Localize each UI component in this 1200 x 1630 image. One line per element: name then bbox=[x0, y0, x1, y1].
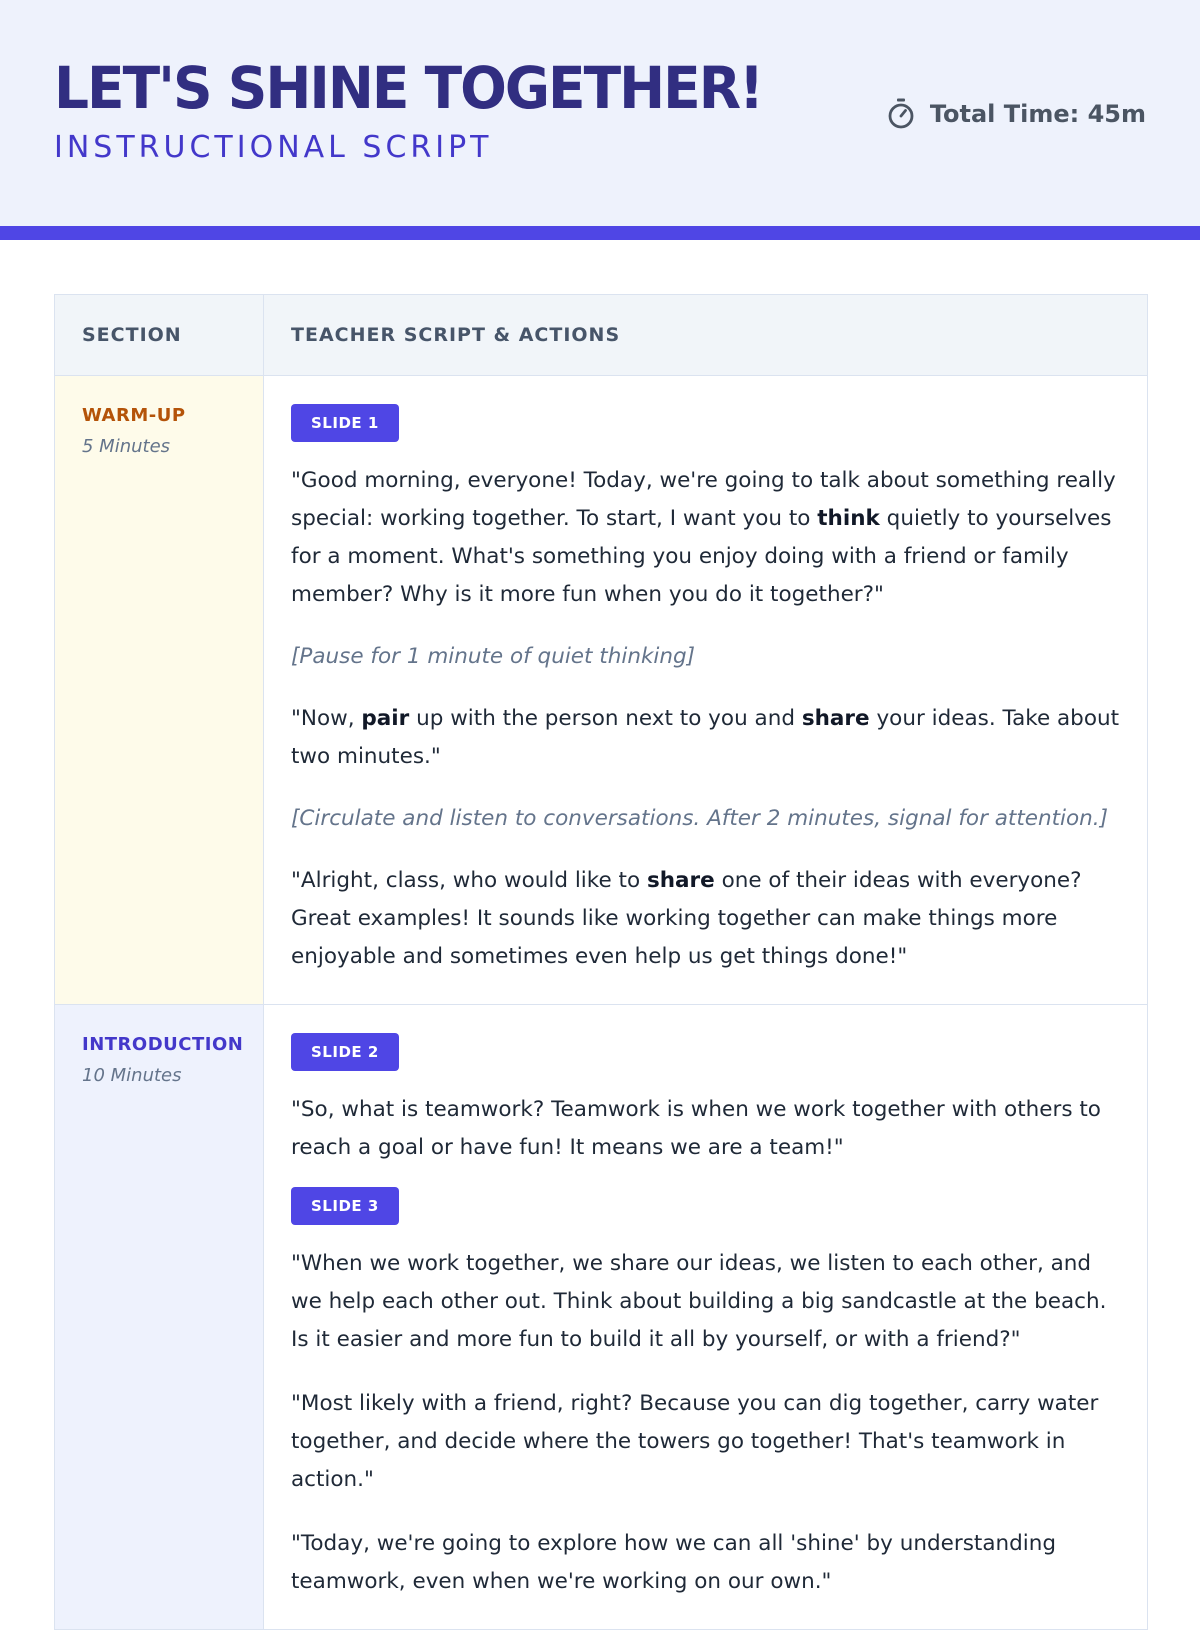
total-time-label: Total Time: 45m bbox=[929, 100, 1146, 128]
column-header-script: TEACHER SCRIPT & ACTIONS bbox=[264, 295, 1148, 376]
script-emphasis: think bbox=[817, 506, 880, 531]
section-name: WARM-UP bbox=[82, 405, 186, 426]
script-paragraph: "Today, we're going to explore how we can all 'shine' by understanding teamwork, even when we're working on our own." bbox=[291, 1531, 1057, 1594]
script-cell-introduction bbox=[264, 1005, 1148, 1630]
table-row bbox=[55, 376, 1148, 1005]
script-text: "Good morning, everyone! Today, we're going to talk about something really special: working together. To start, I want you to bbox=[291, 468, 1116, 531]
script-table bbox=[54, 294, 1148, 1630]
script-text: one of their ideas with everyone? Great examples! It sounds like working together can make things more enjoyable and sometimes even help us get things done!" bbox=[291, 868, 1082, 969]
total-time bbox=[886, 94, 1146, 134]
script-emphasis: share bbox=[646, 868, 715, 893]
table-header-row bbox=[55, 295, 1148, 376]
script-paragraph bbox=[291, 862, 1120, 976]
script-paragraph: "When we work together, we share our ideas, we listen to each other, and we help each other out. Think about building a big sandcastle at the beach. Is it easier and more fun to build it all by yourself, or with a friend?" bbox=[291, 1251, 1107, 1352]
section-duration: 10 Minutes bbox=[82, 1065, 182, 1086]
script-cell-warm-up bbox=[264, 376, 1148, 1005]
script-paragraph bbox=[291, 462, 1120, 614]
slide-badge: SLIDE 2 bbox=[291, 1033, 399, 1071]
header-accent-bar bbox=[0, 226, 1200, 240]
script-text: quietly to yourselves for a moment. What's something you enjoy doing with a friend or family member? Why is it more fun when you do it together?" bbox=[291, 506, 1112, 607]
slide-badge: SLIDE 1 bbox=[291, 404, 399, 442]
script-text: up with the person next to you and bbox=[409, 706, 802, 731]
script-text: "Now, bbox=[291, 706, 362, 731]
stage-direction: [Pause for 1 minute of quiet thinking] bbox=[291, 644, 696, 669]
script-emphasis: pair bbox=[361, 706, 410, 731]
section-cell-introduction bbox=[55, 1005, 264, 1630]
script-paragraph: "So, what is teamwork? Teamwork is when we work together with others to reach a goal or have fun! It means we are a team!" bbox=[291, 1097, 1101, 1160]
slide-badge: SLIDE 3 bbox=[291, 1187, 399, 1225]
script-paragraph bbox=[291, 700, 1120, 776]
script-text: your ideas. Take about two minutes." bbox=[291, 706, 1120, 769]
script-emphasis: share bbox=[801, 706, 870, 731]
stage-direction: [Circulate and listen to conversations. After 2 minutes, signal for attention.] bbox=[291, 806, 1109, 831]
column-header-section: SECTION bbox=[55, 295, 264, 376]
page-title: LET'S SHINE TOGETHER! bbox=[54, 54, 763, 122]
section-cell-warm-up bbox=[55, 376, 264, 1005]
script-text: "Alright, class, who would like to bbox=[291, 868, 647, 893]
page-header bbox=[0, 0, 1200, 226]
table-row bbox=[55, 1005, 1148, 1630]
section-name: INTRODUCTION bbox=[82, 1034, 244, 1055]
page-subtitle: INSTRUCTIONAL SCRIPT bbox=[54, 130, 493, 165]
stopwatch-icon bbox=[886, 97, 916, 131]
section-duration: 5 Minutes bbox=[82, 436, 171, 457]
script-paragraph: "Most likely with a friend, right? Because you can dig together, carry water together, and decide where the towers go together! That's teamwork in action." bbox=[291, 1391, 1099, 1492]
